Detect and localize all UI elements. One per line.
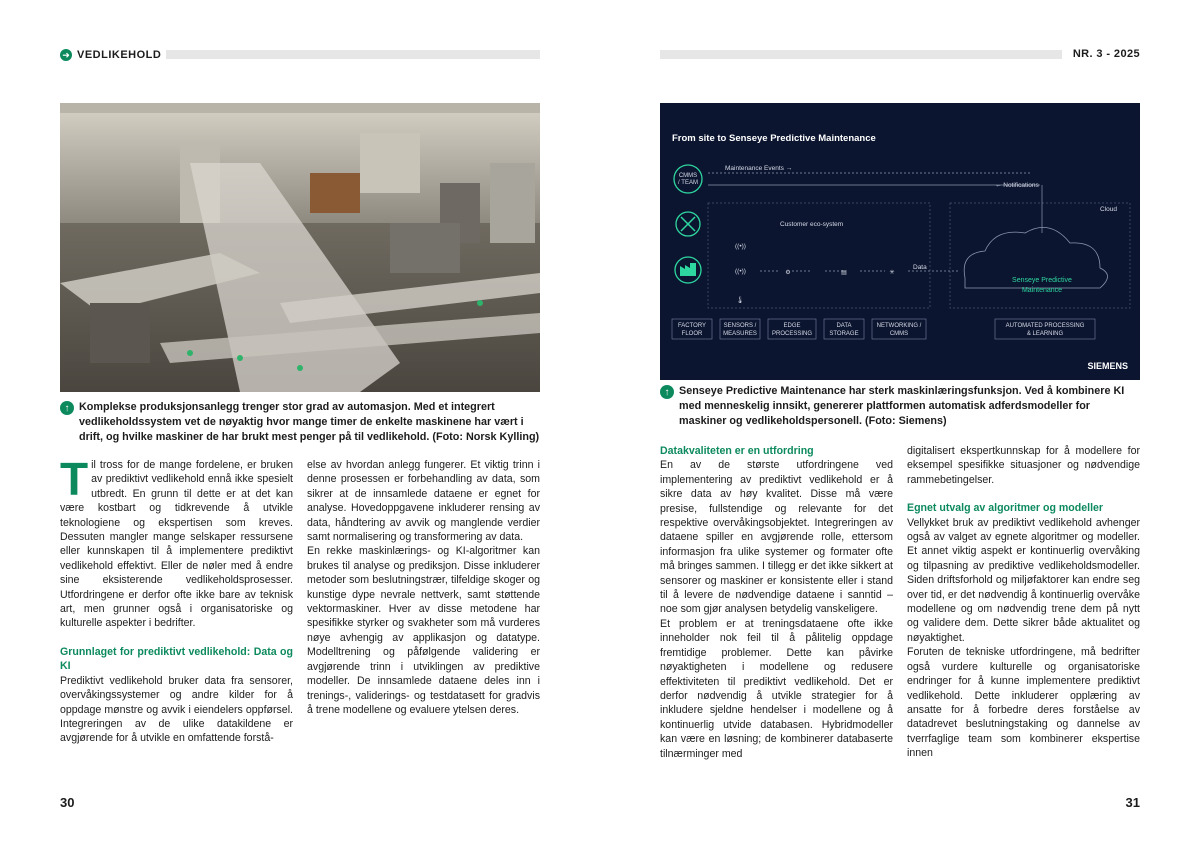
page-number-left: 30 — [60, 795, 75, 810]
diagram-title: From site to Senseye Predictive Maintenance — [672, 133, 876, 144]
svg-text:FACTORY: FACTORY — [677, 323, 707, 329]
body-paragraph: digitalisert ekspertkunnskap for å modellere for eksempel spesifikke situasjoner og nødvendige rammebetingelser. — [907, 445, 1140, 486]
photo-caption-block — [60, 400, 540, 445]
text-column-3 — [660, 444, 893, 761]
network-icon: ✳ — [889, 270, 895, 276]
drop-cap: T — [60, 453, 89, 505]
subheading: Egnet utvalg av algoritmer og modeller — [907, 502, 1104, 515]
svg-text:CMMS: CMMS — [889, 331, 909, 337]
svg-text:DATA: DATA — [836, 323, 852, 329]
text-column-1 — [60, 453, 293, 746]
body-paragraph: En rekke maskinlærings- og KI-algoritmer kan brukes til analyse og prediksjon. Disse inkluderer metoder som beslutningstrær, tilfeldige skoger og kunstige dype nevrale nettverk, samt støttende vektormaskiner. Hver av disse metodene har spesifikke styrker og svakheter som må vurderes nøye avhengig av applikasjon og datatype. Modelltrening og påfølgende validering er avgjørende trinn i utviklingen av prediktive modeller. De innsamlede dataene deles inn i trenings-, validerings- og testdatasett for gradvis å trene modellene og evaluere ytelsen deres. — [307, 545, 540, 716]
page-number-right: 31 — [1125, 795, 1140, 810]
body-paragraph: Vellykket bruk av prediktivt vedlikehold avhenger også av valget av egnete algoritmer og modeller. Et annet viktig aspekt er kontinuerlig overvåking og tilpasning av prediktive vedlikeholdsmodeller. Siden driftsforhold og miljøfaktorer kan endre seg over tid, er det nødvendig å kontinuerlig overvåke modellene og om nødvendig trene dem på nytt og validere dem. Dette sikrer både aktualitet og nøyaktighet. — [907, 516, 1140, 644]
edge-icon: ⚙ — [785, 270, 791, 276]
maintenance-events-label: Maintenance Events → — [725, 165, 793, 172]
sensor-icon: ((•)) — [735, 268, 746, 275]
photo-caption: Komplekse produksjonsanlegg trenger stor grad av automasjon. Med et integrert vedlikeholdssystem vet de nøyaktig hvor mange timer de enkelte maskinene har vært i drift, og hvilke maskiner de har brukt mest penger på til vedlikehold. (Foto: Norsk Kylling) — [79, 401, 540, 443]
diagram-caption: Senseye Predictive Maintenance har sterk maskinlæringsfunksjon. Ved å kombinere KI med menneskelig innsikt, genererer plattformen automatisk adferdsmodeller for maskiner og vedlikeholdspersonell. (Foto: Siemens) — [679, 385, 1125, 427]
storage-icon: ▤ — [841, 270, 847, 276]
arrow-up-icon: ↑ — [60, 401, 74, 415]
svg-text:FLOOR: FLOOR — [681, 331, 703, 337]
section-header — [60, 46, 161, 64]
arrow-up-icon: ↑ — [660, 385, 674, 399]
text-column-4 — [907, 444, 1140, 761]
body-paragraph: Prediktivt vedlikehold bruker data fra sensorer, overvåkingssystemer og andre kilder for å oppdage mønstre og avvik i eiendelers oppførsel. Integreringen av de ulike datakildene er avgjørende for å utvikle en omfattende forstå- — [60, 674, 293, 745]
cloud-label: Cloud — [1100, 206, 1117, 213]
notifications-label: ← Notifications — [995, 182, 1039, 189]
arrow-right-icon: ➜ — [60, 49, 72, 61]
factory-photo — [60, 103, 540, 392]
senseye-label-1: Senseye Predictive — [1012, 277, 1072, 284]
svg-text:CMMS: CMMS — [678, 173, 698, 179]
svg-text:NETWORKING /: NETWORKING / — [876, 323, 922, 329]
svg-text:PROCESSING: PROCESSING — [771, 331, 813, 337]
body-paragraph: else av hvordan anlegg fungerer. Et viktig trinn i denne prosessen er forbehandling av data, som sikrer at de innsamlede dataene er egnet for analyse. Hovedoppgavene inkluderer rensing av data, håndtering av avvik og manglende verdier samt normalisering og transformering av data. — [307, 459, 540, 544]
sensor-icon: ((•)) — [735, 243, 746, 250]
customer-ecosystem-label: Customer eco-system — [780, 221, 844, 228]
body-paragraph: En av de største utfordringene ved implementering av prediktivt vedlikehold er å sikre data av høy kvalitet. Disse må være presise, fullstendige og relevante for det respektive overvåkingsobjektet. Integreringen av dataene spiller en avgjørende rolle, ettersom informasjon fra ulike systemer og formater ofte må bringes sammen. I tillegg er det ikke sikkert at sensorer og maskiner er konsistente eller i stand til å levere de nødvendige dataene i sanntid – noe som gjør analysen betydelig vanskeligere. — [660, 459, 893, 616]
siemens-logo: SIEMENS — [1087, 361, 1128, 371]
svg-text:MEASURES: MEASURES — [723, 331, 757, 337]
section-label: VEDLIKEHOLD — [77, 49, 162, 61]
svg-text:AUTOMATED PROCESSING: AUTOMATED PROCESSING — [1005, 323, 1085, 329]
header-rule — [166, 50, 540, 59]
stage-boxes — [672, 319, 1095, 339]
svg-text:& LEARNING: & LEARNING — [1026, 331, 1064, 337]
svg-text:SENSORS /: SENSORS / — [723, 323, 757, 329]
intro-paragraph: il tross for de mange fordelene, er bruken av prediktivt vedlikehold ennå ikke spesielt utbredt. En grunn til dette er at det kan være kostbart og tidkrevende å utvikle teknologiene og ekspertisen som kreves. Dessuten mangler mange selskaper ressursene eller kunnskapen til å implementere prediktivt vedlikehold effektivt. Eller de nøler med å endre sine eksisterende vedlikeholdsprosesser. Utfordringene er derfor ofte ikke bare av teknisk art, men grunner også i organisatoriske og kulturelle aspekter i bedrifter. — [60, 459, 293, 630]
diagram-caption-block — [660, 384, 1140, 429]
body-paragraph: Foruten de tekniske utfordringene, må bedrifter også vurdere kulturelle og organisatoriske endringer for å kunne implementere prediktivt vedlikehold. Dette inkluderer opplæring av ansatte for å forbedre deres forståelse av datadrevet beslutningstaking og dannelse av tverrfaglige team som kombinerer ekspertise innen — [907, 646, 1140, 760]
svg-text:EDGE: EDGE — [783, 323, 801, 329]
senseye-diagram — [660, 103, 1140, 380]
subheading: Datakvaliteten er en utfordring — [660, 445, 814, 457]
thermometer-icon: 🌡 — [736, 297, 745, 304]
svg-text:STORAGE: STORAGE — [829, 331, 859, 337]
senseye-label-2: Maintenance — [1021, 287, 1063, 294]
cmms-circle — [674, 165, 702, 193]
svg-text:/ TEAM: / TEAM — [678, 180, 698, 186]
subheading: Grunnlaget for prediktivt vedlikehold: Data og KI — [60, 645, 293, 673]
body-paragraph: Et problem er at treningsdataene ofte ikke inneholder nok feil til å pålitelig oppdage fremtidige problemer. Dette kan påvirke nøyaktigheten i modellene og redusere effektiviteten til prediktivt vedlikehold. Det er derfor nødvendig å utvikle strategier for å inkludere sjeldne hendelser i modellene og å kontinuerlig utvide databasen. Hybridmodeller kan være en løsning; de kombinerer databaserte tilnærminger med — [660, 617, 893, 760]
header-rule — [660, 50, 1062, 59]
data-label: Data — [913, 264, 927, 271]
text-column-2 — [307, 458, 540, 717]
issue-number: NR. 3 - 2025 — [1072, 48, 1140, 60]
